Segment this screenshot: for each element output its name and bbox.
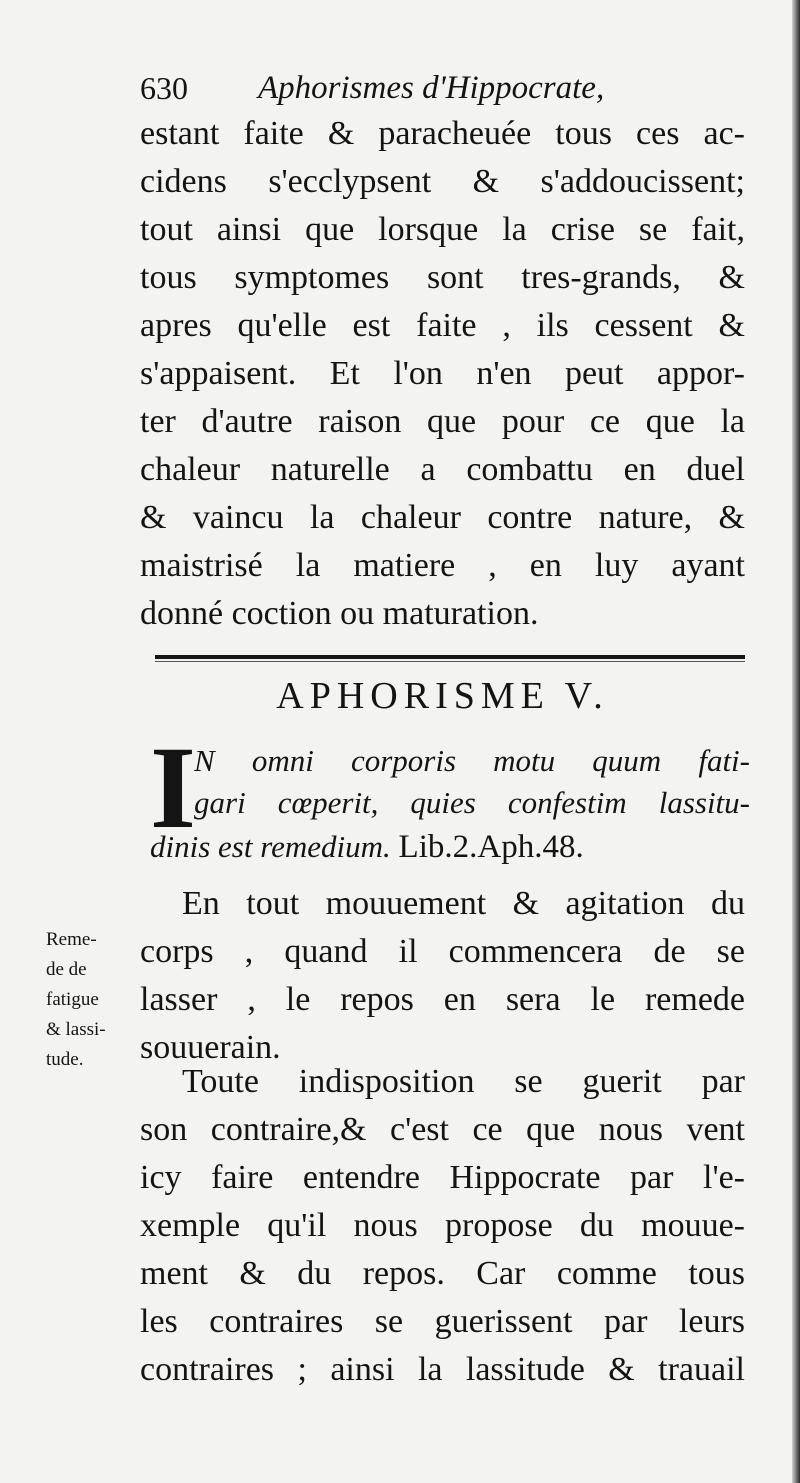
text-line: ment & du repos. Car comme tous: [140, 1255, 745, 1292]
text-line: corps , quand il commencera de se: [140, 933, 745, 970]
text-line: & vaincu la chaleur contre nature, &: [140, 499, 745, 536]
page-number: 630: [140, 70, 188, 106]
latin-line: gari cœperit, quies confestim lassitu-: [194, 785, 750, 820]
text-line: estant faite & paracheuée tous ces ac-: [140, 115, 745, 152]
drop-cap: I: [150, 722, 196, 853]
text-line: s'appaisent. Et l'on n'en peut appor-: [140, 355, 745, 392]
latin-line: dinis est remedium.: [150, 829, 391, 864]
text-line: ter d'autre raison que pour ce que la: [140, 403, 745, 440]
page-header: [140, 66, 700, 110]
text-line: icy faire entendre Hippocrate par l'e-: [140, 1159, 745, 1196]
text-line: chaleur naturelle a combattu en duel: [140, 451, 745, 488]
divider-thick-line: [155, 655, 745, 659]
text-line: cidens s'ecclypsent & s'addoucissent;: [140, 163, 745, 200]
text-line: contraires ; ainsi la lassitude & trauail: [140, 1351, 745, 1388]
margin-note-line: & lassi-: [46, 1019, 106, 1040]
text-line: maistrisé la matiere , en luy ayant: [140, 547, 745, 584]
margin-note-line: fatigue: [46, 989, 99, 1010]
translation-paragraph: [140, 880, 745, 1072]
text-line: tous symptomes sont tres-grands, &: [140, 259, 745, 296]
margin-note: [46, 925, 138, 1075]
paragraph-continued: [140, 110, 745, 638]
commentary-paragraph: [140, 1058, 745, 1394]
margin-note-line: de de: [46, 959, 87, 980]
aphorism-heading: APHORISME V.: [276, 675, 609, 717]
latin-line-with-reference: [150, 826, 710, 868]
divider-thin-line: [155, 661, 745, 662]
text-line: Toute indisposition se guerit par: [182, 1063, 745, 1100]
latin-aphorism: [150, 722, 750, 875]
text-line: son contraire,& c'est ce que nous vent: [140, 1111, 745, 1148]
margin-note-line: Reme-: [46, 929, 97, 950]
section-divider: [155, 652, 745, 662]
text-line: donné coction ou maturation.: [140, 595, 539, 632]
margin-note-line: tude.: [46, 1049, 84, 1070]
aphorism-reference: Lib.2.Aph.48.: [398, 829, 584, 865]
text-line: les contraires se guerissent par leurs: [140, 1303, 745, 1340]
running-title: Aphorismes d'Hippocrate,: [258, 70, 605, 106]
text-line: souuerain.: [140, 1029, 281, 1066]
text-line: tout ainsi que lorsque la crise se fait,: [140, 211, 745, 248]
text-line: xemple qu'il nous propose du mouue-: [140, 1207, 745, 1244]
latin-line: N omni corporis motu quum fati-: [194, 743, 750, 778]
text-line: En tout mouuement & agitation du: [182, 885, 745, 922]
text-line: apres qu'elle est faite , ils cessent &: [140, 307, 745, 344]
text-line: lasser , le repos en sera le remede: [140, 981, 745, 1018]
